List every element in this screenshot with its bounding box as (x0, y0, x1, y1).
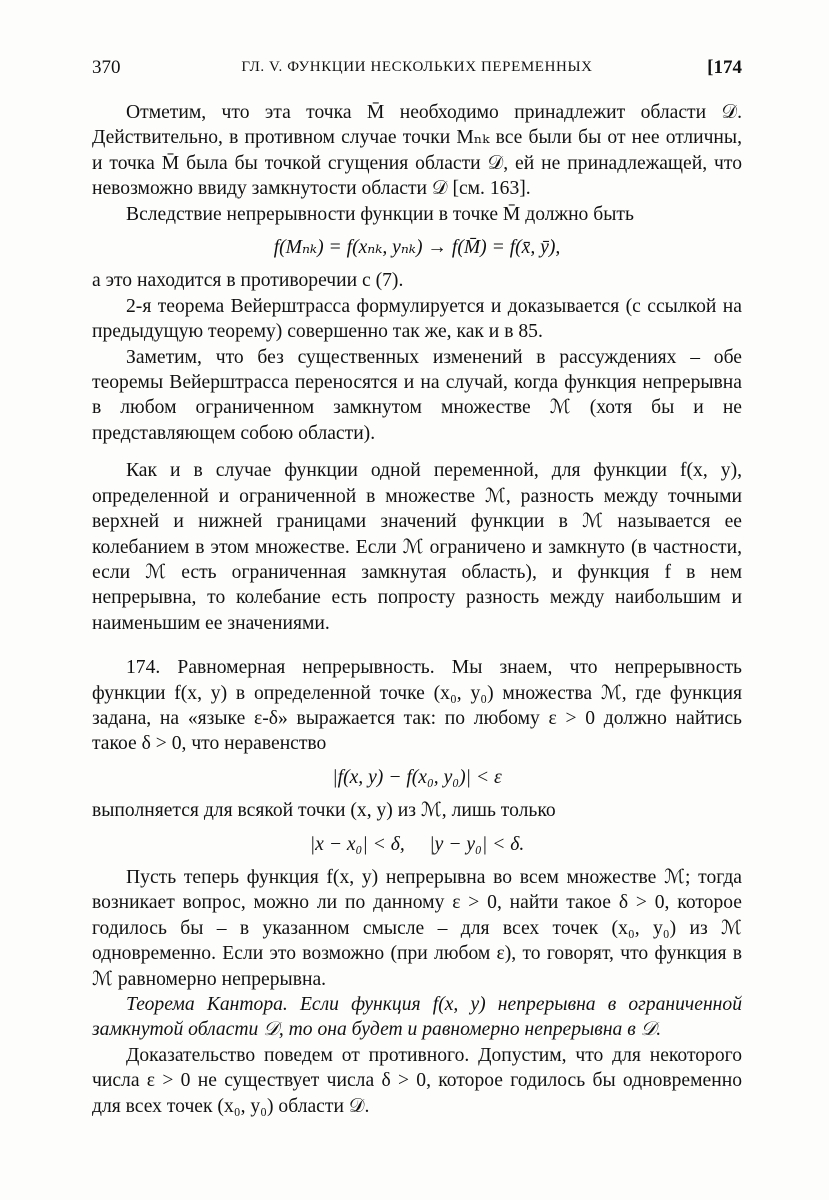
formula: |f(x, y) − f(x₀, y₀)| < ε (332, 766, 502, 788)
section-paragraph: 174. Равномерная непрерывность. Мы знаем, что непрерывность функции f(x, y) в определенной точке (x₀, y₀) множества ℳ, где функция задана, на «языке ε-δ» выражается так: по любому ε > 0 должно найтись такое δ > 0, что неравенство (92, 657, 742, 755)
page-number: 370 (92, 57, 121, 78)
page-header (92, 57, 742, 83)
section-number: [174 (707, 57, 742, 78)
paragraph: Как и в случае функции одной переменной, для функции f(x, y), определенной и ограниченной в множестве ℳ, разность между точными верхней и нижней границами значений функции в ℳ называется ее колебанием в этом множестве. Если ℳ ограничено и замкнуто (в частности, если ℳ есть ограниченная замкнутая область), и функция f в нем непрерывна, то колебание есть попросту разность между наибольшим и наименьшим ее значениями. (92, 460, 742, 634)
formula: f(Mₙₖ) = f(xₙₖ, yₙₖ) → f(M̄) = f(x̄, ȳ), (273, 237, 561, 259)
formula: |x − x₀| < δ, |y − y₀| < δ. (309, 833, 525, 855)
paragraph: 2-я теорема Вейерштрасса формулируется и доказывается (с ссылкой на предыдущую теорему) совершенно так же, как и в 85. (92, 295, 742, 343)
paragraph: а это находится в противоречии с (7). (92, 270, 404, 292)
theorem: Теорема Кантора. Если функция f(x, y) непрерывна в ограниченной замкнутой области 𝒟, то она будет и равномерно непрерывна в 𝒟. (92, 994, 742, 1041)
paragraph: Пусть теперь функция f(x, y) непрерывна во всем множестве ℳ; тогда возникает вопрос, можно ли по данному ε > 0, найти такое δ > 0, которое годилось бы – в указанном смысле – для всех точек (x₀, y₀) из ℳ одновременно. Если это возможно (при любом ε), то говорят, что функция в ℳ равномерно непрерывна. (92, 866, 742, 990)
paragraph: выполняется для всякой точки (x, y) из ℳ, лишь только (92, 800, 556, 822)
paragraph: Отметим, что эта точка M̄ необходимо принадлежит области 𝒟. Действительно, в противном случае точки Mₙₖ все были бы от нее отличны, и точка M̄ была бы точкой сгущения области 𝒟, ей не принадлежащей, что невозможно ввиду замкнутости области 𝒟 [см. 163]. (92, 102, 742, 200)
paragraph: Вследствие непрерывности функции в точке M̄ должно быть (126, 203, 634, 225)
chapter-title: ГЛ. V. ФУНКЦИИ НЕСКОЛЬКИХ ПЕРЕМЕННЫХ (241, 59, 593, 75)
page-body (92, 100, 742, 1119)
proof-paragraph: Доказательство поведем от противного. Допустим, что для некоторого числа ε > 0 не существует числа δ > 0, которое годилось бы одновременно для всех точек (x₀, y₀) области 𝒟. (92, 1044, 742, 1117)
paragraph: Заметим, что без существенных изменений в рассуждениях – обе теоремы Вейерштрасса переносятся и на случай, когда функция непрерывна в любом ограниченном замкнутом множестве ℳ (хотя бы и не представляющем собою области). (92, 346, 742, 444)
